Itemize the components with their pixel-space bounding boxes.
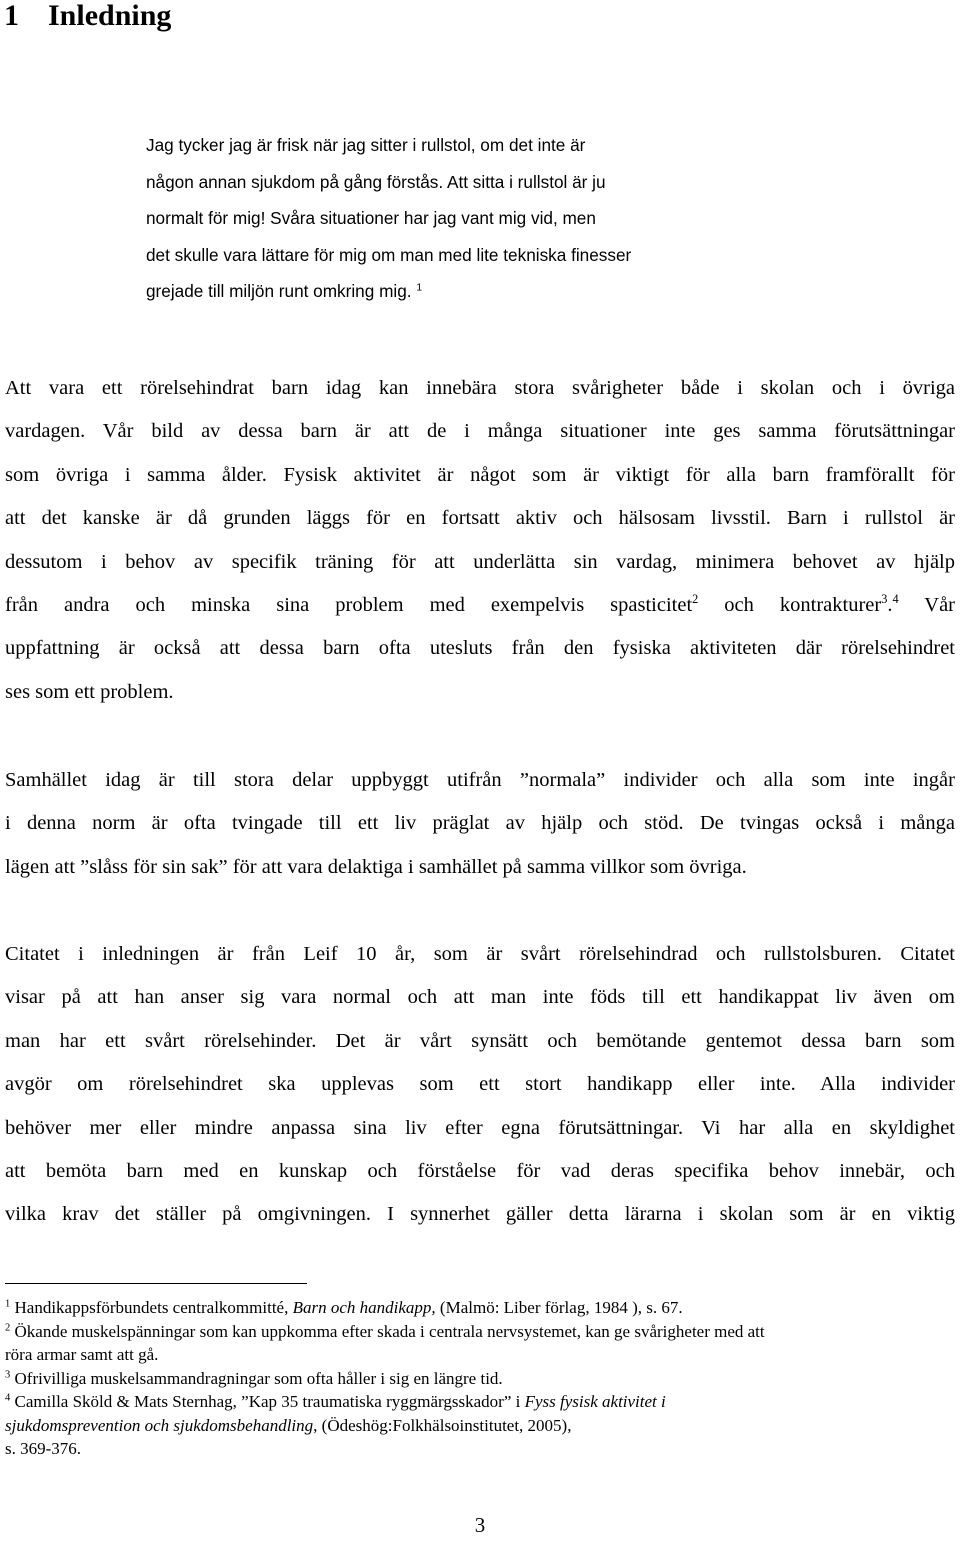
footnote-ref: 3 [881, 592, 888, 607]
paragraph-line: uppfattning är också att dessa barn ofta utesluts från den fysiska aktiviteten där rörelsehindret [5, 637, 955, 660]
footnote-divider [5, 1283, 307, 1284]
paragraph-line-footnotes: från andra och minska sina problem med exempelvis spasticitet$^2$ och kontrakturer$^3$.$^4$ Vår [5, 592, 955, 616]
paragraph-line: som övriga i samma ålder. Fysisk aktivitet är något som är viktigt för alla barn framförallt för [5, 463, 955, 486]
paragraph-line: avgör om rörelsehindret ska upplevas som ett stort handikapp eller inte. Alla individer [5, 1073, 955, 1096]
quote-line-last [146, 273, 706, 310]
paragraph-line: Citatet i inledningen är från Leif 10 år, som är svårt rörelsehindrad och rullstolsburen. Citatet [5, 943, 955, 965]
footnote-4: $^4$ Camilla Sköld & Mats Sternhag, ”Kap 35 traumatiska ryggmärgsskador” i Fyss fysisk aktivitet i [5, 1392, 666, 1411]
paragraph-line: Samhället idag är till stora delar uppbyggt utifrån ”normala” individer och alla som inte ingår [5, 769, 955, 791]
quote-line: det skulle vara lättare för mig om man med lite tekniska finesser [146, 244, 632, 265]
paragraph-line: att bemöta barn med en kunskap och förståelse för vad deras specifika behov innebär, och [5, 1159, 955, 1182]
footnote-ref: 1 [416, 282, 423, 294]
footnote-ref: 2 [692, 592, 699, 607]
chapter-heading [4, 0, 171, 36]
paragraph-2 [5, 759, 955, 889]
paragraph-line: man har ett svårt rörelsehinder. Det är vårt synsätt och bemötande gentemot dessa barn som [5, 1029, 955, 1052]
footnote-3: $^3$ Ofrivilliga muskelsammandragningar som ofta håller i sig en längre tid. [5, 1368, 503, 1388]
paragraph-line: lägen att ”slåss för sin sak” för att vara delaktiga i samhället på samma villkor som övriga. [5, 855, 747, 878]
footnote-4-cont: sjukdomsprevention och sjukdomsbehandling, (Ödeshög:Folkhälsoinstitutet, 2005), [5, 1415, 572, 1435]
paragraph-line: Att vara ett rörelsehindrat barn idag kan innebära stora svårigheter både i skolan och i övriga [5, 377, 955, 399]
paragraph-line: behöver mer eller mindre anpassa sina liv efter egna förutsättningar. Vi har alla en skyldighet [5, 1116, 955, 1139]
footnotes [5, 1296, 955, 1461]
paragraph-line: ses som ett problem. [5, 680, 174, 703]
chapter-number: 1 [4, 0, 19, 32]
paragraph-3 [5, 933, 955, 1237]
quote-line: Jag tycker jag är frisk när jag sitter i rullstol, om det inte är [146, 135, 586, 155]
quote-line: normalt för mig! Svåra situationer har jag vant mig vid, men [146, 208, 596, 228]
footnote-2-cont: röra armar samt att gå. [5, 1345, 159, 1364]
paragraph-line: att det kanske är då grunden läggs för en fortsatt aktiv och hälsosam livsstil. Barn i rullstol är [5, 507, 955, 530]
footnote-1: $^1$ Handikappsförbundets centralkommitté, Barn och handikapp, (Malmö: Liber förlag, 1984 ), s. 67. [5, 1298, 683, 1317]
paragraph-line: visar på att han anser sig vara normal och att man inte föds till ett handikappat liv även om [5, 986, 955, 1009]
quote-line: någon annan sjukdom på gång förstås. Att sitta i rullstol är ju [146, 171, 606, 192]
footnote-ref: 4 [892, 592, 899, 607]
intro-quote [146, 127, 706, 310]
paragraph-1 [5, 367, 955, 714]
footnote-2: $^2$ Ökande muskelspänningar som kan uppkomma efter skada i centrala nervsystemet, kan ge svårigheter med att [5, 1321, 765, 1341]
page-number: 3 [474, 1513, 486, 1537]
paragraph-line: vilka krav det ställer på omgivningen. I synnerhet gäller detta lärarna i skolan som är en viktig [5, 1203, 955, 1226]
footnote-4-pages: s. 369-376. [5, 1439, 82, 1458]
paragraph-line: i denna norm är ofta tvingade till ett liv präglat av hjälp och stöd. De tvingas också i många [5, 812, 955, 835]
chapter-title: Inledning [48, 0, 172, 32]
paragraph-line: dessutom i behov av specifik träning för att underlätta sin vardag, minimera behovet av hjälp [5, 550, 955, 573]
quote-line: grejade till miljön runt omkring mig. [146, 281, 412, 301]
paragraph-line: vardagen. Vår bild av dessa barn är att de i många situationer inte ges samma förutsättningar [5, 420, 955, 443]
